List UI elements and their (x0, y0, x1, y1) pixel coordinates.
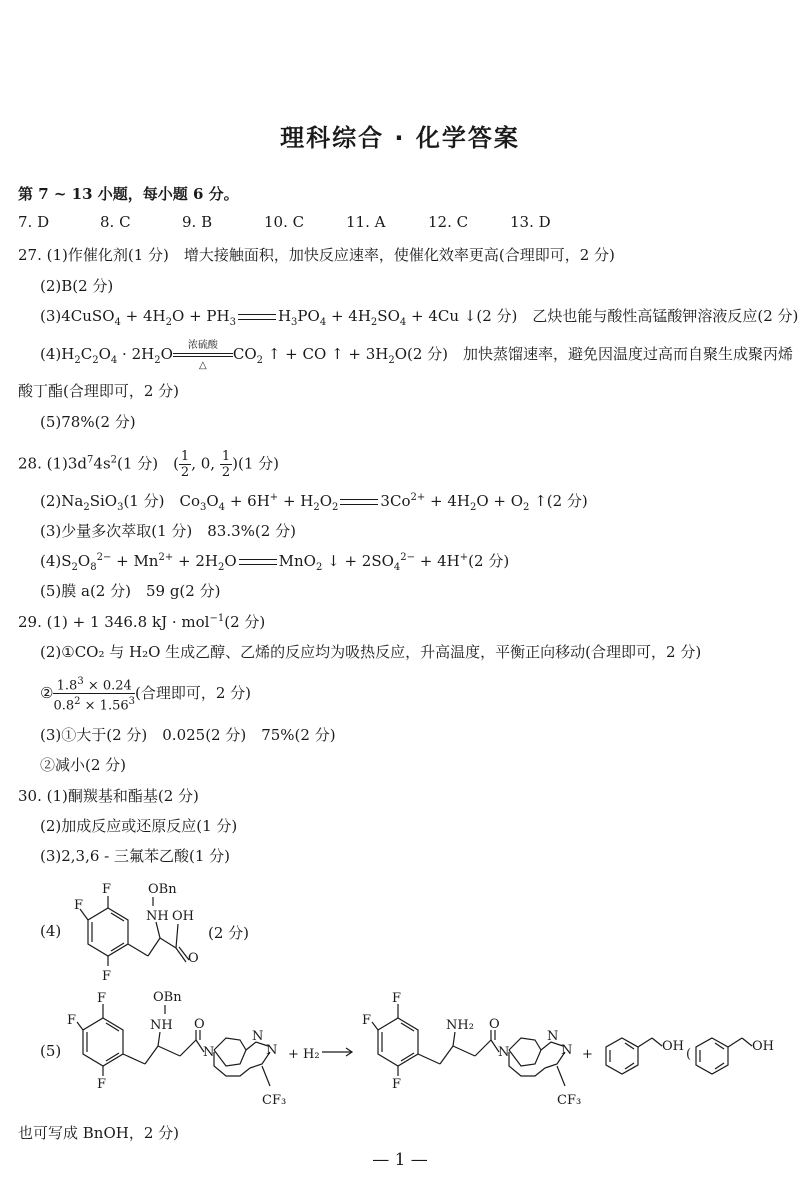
q27-l3a: (3)4CuSO (40, 307, 115, 325)
q27-line4c: 酸丁酯(合理即可，2 分) (18, 382, 180, 400)
atom-CF3: CF₃ (262, 1093, 287, 1108)
mc-answer: 10. C (264, 213, 305, 231)
mc-answer: 13. D (510, 213, 551, 231)
q29-line3: ② $\frac{1.8^3 \times 0.24}{0.8^2 \times 1.56^3}$ (合理即可，2 分) (40, 676, 252, 714)
q27-line3: (3)4CuSO$_4$ + $4H_2O + PH_3$ $H_3PO_4 + 4H_2SO_4 + 4Cu$ ↓(2 分) 乙炔也能与酸性高锰酸钾溶液反应(2 分) (40, 307, 799, 328)
atom-F: F (67, 1013, 77, 1028)
mc-answer: 7. D (18, 213, 50, 231)
atom-N: N (498, 1045, 510, 1060)
q27-l4b: 加快蒸馏速率，避免因温度过高而自聚生成聚丙烯 (463, 345, 794, 363)
atom-N: N (561, 1043, 573, 1058)
atom-F: F (392, 991, 402, 1006)
q30-l4-label: (4) (40, 922, 62, 940)
q28-l1b: (1 分) (117, 454, 159, 473)
atom-O: O (188, 951, 199, 966)
cond-bottom: △ (199, 360, 207, 371)
q29-l3b: (合理即可，2 分) (135, 683, 252, 702)
atom-F: F (102, 882, 112, 897)
q28-line4: $(4)S_2O_8^{2-} + Mn^{2+} + 2H_2O$ MnO$_2$ ↓ + $2SO_4^{2-} + 4H^+(2$ 分) (40, 552, 510, 573)
reagent-H2: + H₂ (288, 1047, 320, 1062)
atom-N: N (547, 1029, 559, 1044)
atom-F: F (97, 1077, 107, 1092)
q30-tail: 也可写成 BnOH，2 分) (18, 1124, 179, 1142)
intro: 第 7 ~ 13 小题，每小题 6 分。 (18, 185, 239, 203)
atom-F: F (102, 969, 112, 984)
q29-l1: 29. (1) + 1 346.8 kJ · mol (18, 613, 210, 631)
atom-F: F (392, 1077, 402, 1092)
q27-l3b: 乙炔也能与酸性高锰酸钾溶液反应(2 分) (532, 307, 799, 325)
mc-answer: 8. C (100, 213, 131, 231)
q28-line1: 28. $(1)3d^74s^2(1$ 分) ( $\frac{1}{2}$ , 0, $\frac{1}{2}$ )(1 分) (18, 449, 279, 480)
atom-NH: NH (146, 909, 169, 924)
atom-CF3: CF₃ (557, 1093, 582, 1108)
atom-OH: OH (172, 909, 194, 924)
atom-OBn: OBn (148, 882, 177, 897)
q28-line5: (5)膜 a(2 分) 59 g(2 分) (40, 582, 221, 600)
atom-NH: NH (150, 1018, 173, 1033)
q27-line2: (2)B(2 分) (40, 277, 114, 295)
atom-F: F (74, 898, 84, 913)
q29-line1: 29. (1) + 1 346.8 kJ · mol$^{-1}$(2 分) (18, 613, 266, 631)
atom-N: N (252, 1029, 264, 1044)
page-title: 理科综合 · 化学答案 (280, 124, 520, 152)
atom-OH: OH (752, 1039, 774, 1054)
q29-l1b: (2 分) (224, 613, 266, 631)
q28-l1a: 28. (1)3d (18, 454, 88, 473)
atom-F: F (362, 1013, 372, 1028)
atom-N: N (203, 1045, 215, 1060)
q27-line4: $(4)H_2C_2O_4 \cdot 2H_2O$ 浓硫酸 △ $CO_2$ ↑ + CO ↑ + $3H_2O(2$ 分) 加快蒸馏速率，避免因温度过高而自聚生成聚丙烯 (40, 343, 793, 366)
mc-answer: 9. B (182, 213, 213, 231)
q28-line2: $(2)Na_2SiO_3(1$ 分) $Co_3O_4 + 6H^+ + H_2O_2$ $3Co^{2+} + 4H_2O + O_2$ ↑(2 分) (40, 492, 588, 513)
q30-line1: 30. (1)酮羰基和酯基(2 分) (18, 787, 199, 805)
q29-line5: ②减小(2 分) (40, 756, 127, 774)
q30-line2: (2)加成反应或还原反应(1 分) (40, 817, 238, 835)
atom-N: N (266, 1043, 278, 1058)
q30-l4-score: (2 分) (208, 924, 250, 942)
atom-O: O (194, 1017, 205, 1032)
atom-NH2: NH₂ (446, 1018, 474, 1033)
mc-answer: 11. A (346, 213, 386, 231)
paren-open: ( (686, 1047, 692, 1062)
q27-line5: (5)78%(2 分) (40, 413, 136, 431)
q28-l1c: (1 分) (237, 454, 279, 473)
atom-OH: OH (662, 1039, 684, 1054)
cond-top: 浓硫酸 (187, 340, 218, 351)
atom-F: F (97, 991, 107, 1006)
q30-line3: (3)2,3,6 - 三氟苯乙酸(1 分) (40, 847, 231, 865)
q29-line2: (2)①CO₂ 与 H₂O 生成乙醇、乙烯的反应均为吸热反应，升高温度，平衡正向移动(合理即可，2 分) (40, 643, 702, 661)
atom-O: O (489, 1017, 500, 1032)
q28-line3: (3)少量多次萃取(1 分) 83.3%(2 分) (40, 522, 296, 540)
q27-line1: 27. (1)作催化剂(1 分) 增大接触面积，加快反应速率，使催化效率更高(合理即可，2 分) (18, 246, 615, 264)
q30-l5-label: (5) (40, 1042, 62, 1060)
q29-line4: (3)①大于(2 分) 0.025(2 分) 75%(2 分) (40, 726, 336, 744)
mc-answer: 12. C (428, 213, 469, 231)
atom-OBn: OBn (153, 990, 182, 1005)
plus-sign: + (582, 1047, 593, 1062)
page-number: — 1 — (372, 1150, 428, 1170)
